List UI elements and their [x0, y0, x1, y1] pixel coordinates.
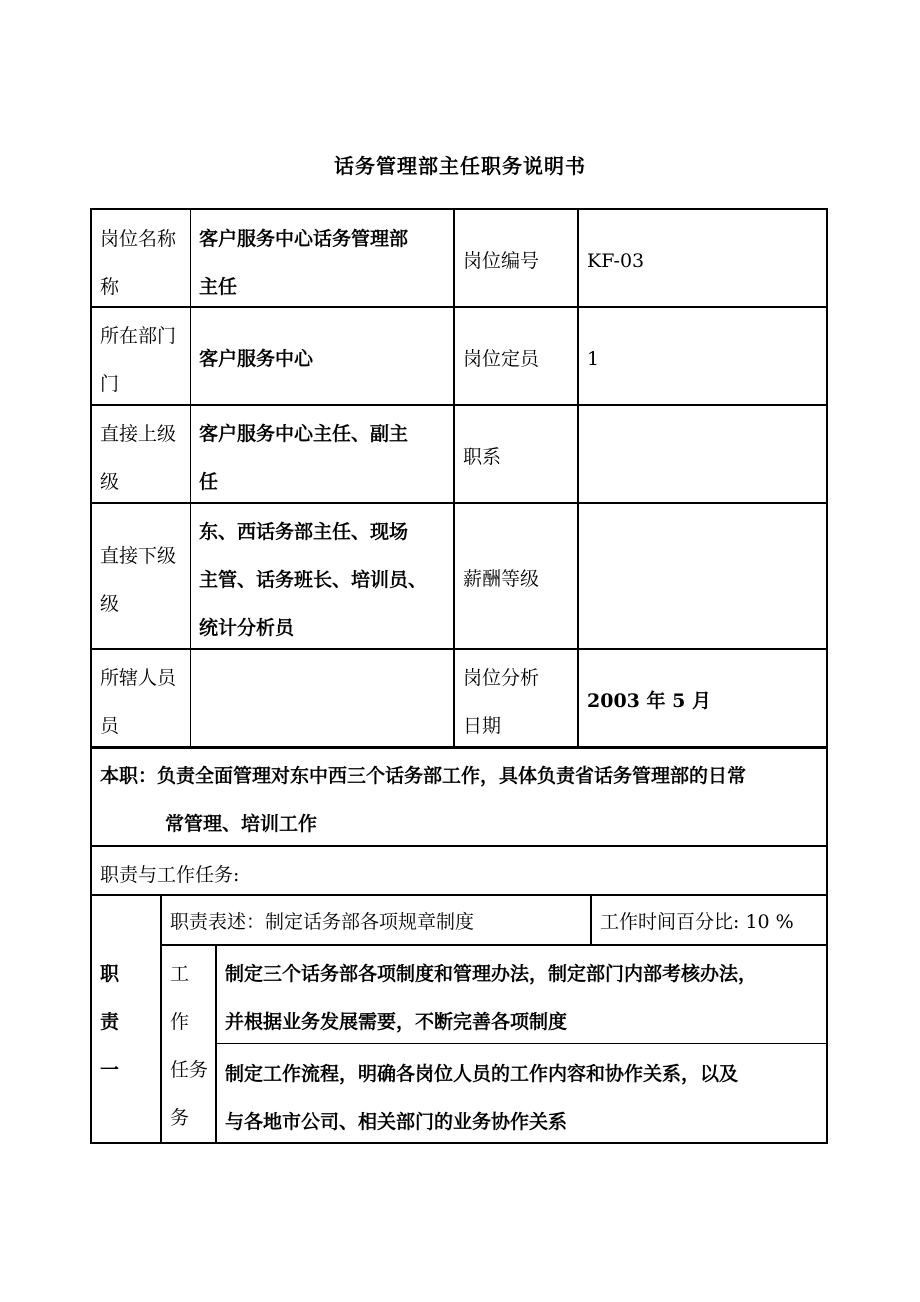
main-duty-line1: 本职：负责全面管理对东中西三个话务部工作，具体负责省话务管理部的日常 [100, 765, 747, 787]
duties-header: 职责与工作任务: [100, 864, 240, 886]
main-duty-line2: 常管理、培训工作 [165, 813, 318, 835]
duty-one-task-2: 制定工作流程，明确各岗位人员的工作内容和协作关系，以及 与各地市公司、相关部门的业务协作关系 [225, 1063, 739, 1133]
analysis-date-value: 2003 年 5 月 [587, 690, 711, 712]
page-title: 话务管理部主任职务说明书 [334, 154, 586, 178]
headcount-label: 岗位定员 [463, 348, 540, 370]
border-right [826, 208, 828, 1144]
position-code-value: KF-03 [587, 250, 645, 272]
direct-subordinate-value: 东、西话务部主任、现场 主管、话务班长、培训员、 统计分析员 [199, 521, 428, 639]
position-name-value: 客户服务中心话务管理部 主任 [199, 228, 409, 298]
row-divider [90, 404, 828, 406]
position-code-label: 岗位编号 [463, 250, 540, 272]
direct-superior-label: 直接上级 级 [100, 423, 177, 493]
col-divider [577, 208, 579, 748]
border-top [90, 208, 828, 210]
salary-grade-label: 薪酬等级 [463, 568, 540, 590]
department-label: 所在部门 门 [100, 325, 177, 395]
department-value: 客户服务中心 [199, 348, 314, 370]
job-family-label: 职系 [463, 446, 502, 468]
analysis-date-label: 岗位分析 日期 [463, 667, 540, 737]
duty-one-side-label: 职 责 一 [100, 963, 120, 1081]
duty-one-time-percent: 工作时间百分比: 10 % [600, 911, 794, 933]
duty-one-description: 职责表述：制定话务部各项规章制度 [170, 911, 475, 933]
direct-subordinate-label: 直接下级 级 [100, 545, 177, 615]
staff-under-label: 所辖人员 员 [100, 667, 177, 737]
direct-superior-value: 客户服务中心主任、副主 任 [199, 423, 409, 493]
position-name-label: 岗位名称 称 [100, 228, 177, 298]
headcount-value: 1 [587, 348, 600, 370]
duty-one-task-1: 制定三个话务部各项制度和管理办法，制定部门内部考核办法， 并根据业务发展需要，不断完善各项制度 [225, 963, 758, 1033]
duty-one-task-label: 工 作 任务 务 [170, 963, 209, 1129]
